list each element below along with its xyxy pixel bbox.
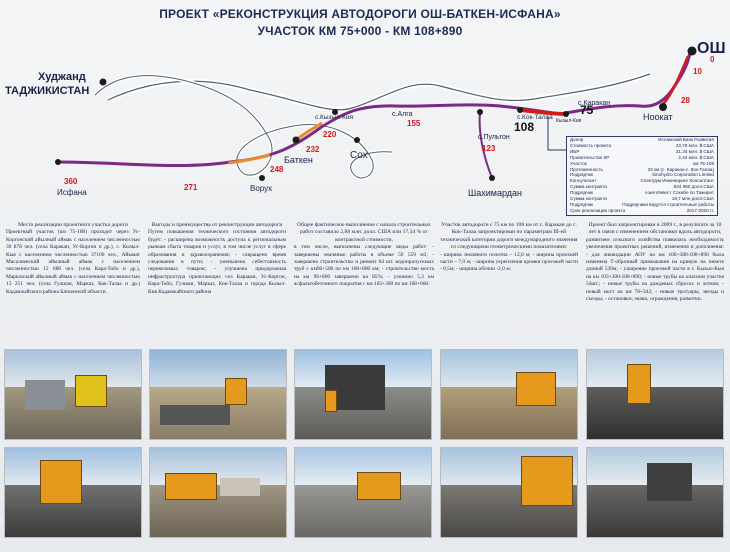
label-tajikistan: ТАДЖИКИСТАН (5, 85, 90, 97)
column-heading: Проект был запроектирован в 2009 г., в результате за 10 лет в связи с изменением обстановки вдоль автодороги, (588, 222, 722, 236)
km-marker: 232 (306, 145, 320, 154)
km-marker: 271 (184, 183, 198, 192)
km-marker: 0 (710, 55, 715, 64)
label-pulgon: с.Пульгон (478, 134, 510, 141)
dot-sokh (354, 137, 360, 143)
text-column-benefits (148, 222, 286, 342)
construction-photo (149, 447, 287, 538)
info-row: Консультант Спектрум Инжиниринг Консалтант (570, 178, 714, 184)
text-column-location (6, 222, 140, 342)
section-marker-75: 75 (580, 103, 594, 117)
construction-photo (440, 447, 578, 538)
label-shakhimardan: Шахимардан (468, 188, 522, 198)
project-info-box (566, 136, 718, 216)
text-column-parameters (440, 222, 578, 342)
title-line-1: ПРОЕКТ «РЕКОНСТРУКЦИЯ АВТОДОРОГИ ОШ-БАТКЕН-ИСФАНА» (159, 7, 561, 21)
column-text: Проектный участок (км 75-108) проходит через Ус-Коргонский айылный аймак с населением численностью 30 878 чел. (села Каракан, Ус-Коргон и др.), с. Кызыл-Кыя с населением численностью 37100 чел., Айымат Масалиевский айылный аймак с населением численностью 12 688 чел. (села Кара-Тобо и др.), Марказский айылный аймак с населением численностью 13 251 чел. (села Гулшан, Марказ, Кок-Талаа и др.) Кадамжайского района Баткенской области. (6, 229, 140, 295)
column-heading: Участок автодороги с 75 км по 108 км от с. Каракан до с. Кок-Талаа запроектирован по параметрам III-ей технической категории дороги международного значения со следующими геометрическими показателями: (440, 222, 578, 251)
info-row: Стоимость проекта 23,78 млн. $ США (570, 142, 714, 148)
label-khujand: Худжанд (38, 71, 86, 83)
label-karakan: с.Каракан (578, 100, 611, 107)
label-isfana: Исфана (57, 188, 87, 197)
km-marker: 10 (693, 67, 702, 76)
construction-photo (440, 349, 578, 440)
column-text: - ширина земляного полотна – 12,0 м; - ширина проезжей части – 7,0 м; - ширина укрепления кромки проезжей части - 0,5м; - ширина обочин -2,0 м; (440, 251, 578, 273)
info-row: Подрядчик Подрядчики ведутся строительные работы (570, 201, 714, 207)
label-nookat: Ноокат (643, 112, 673, 122)
info-row: Участок км 75-108 (570, 160, 714, 166)
dot-nookat (659, 103, 667, 111)
dot-karakan (563, 111, 569, 117)
km-marker: 28 (681, 96, 690, 105)
info-row: Протяженность 33 км (с. Каракан-с. Кок-Талаа) (570, 166, 714, 172)
info-row: Сумма контракта 634 960 долл.США (570, 184, 714, 190)
info-row: Срок реализации проекта 2017-2020 гг. (570, 207, 714, 213)
column-text: Путем повышения технического состояния автодороги будет: - расширена возможность доступа к региональным рынкам сбыта товаров и услуг, в том числе услуг в сфере образования и здравоохранения; - сокращено время следования в пути; - уменьшена себестоимость перевозимых товаров; - улучшена придорожная инфраструктура прилегающих сел Каракан, Ус-Коргон, Кара-Тобо, Гулшан, Марказ, Кок-Талаа и города Кызыл-Кия Кадамжайского района (148, 229, 286, 295)
border-line-2 (95, 76, 392, 178)
km-marker: 123 (482, 144, 496, 153)
construction-photo (586, 447, 724, 538)
dot-shakhimardan (489, 175, 495, 181)
info-row: Подрядчик Азия Инвест Сохибе по Тажирет (570, 190, 714, 196)
label-osh: ОШ (697, 40, 726, 57)
label-koktalaa: с.Кок-Талаа (517, 114, 553, 121)
dot-isfana (55, 159, 61, 165)
construction-photo (294, 447, 432, 538)
km-marker: 155 (407, 119, 421, 128)
construction-photo (4, 349, 142, 440)
construction-photo (149, 349, 287, 440)
text-column-progress (294, 222, 434, 342)
dot-koktalaa (517, 107, 523, 113)
info-row: Правительство КР 2,44 млн. $ США (570, 154, 714, 160)
info-row: ИБР 21,34 млн. $ США (570, 148, 714, 154)
dot-batken (293, 137, 300, 144)
dot-pulgon (477, 109, 483, 115)
column-text: в том числе, выполнены следующие виды работ: - завершены земляные работы в объеме 59 559 м3; - завершено строительство и ремонт 64 шт. водопропускных труб с км96+500 по км 108+890 км; - строительство моста на км 96+896 завершено на 85%; - уложено 5,3 км асфальтобетонного покрытия с км 103+300 по км 108+660. (294, 244, 434, 288)
dot-khujand (100, 79, 107, 86)
label-kyzylkyia-2: Кызыл-Кия (556, 118, 582, 124)
column-text: развитием сельского хозяйства появилась необходимость увеличения проектных решений, изменения и дополнения: - для ликвидации АОУ на км 108+380-108+890 была изменена Т-образный примыкания на кривую на пикете длиной 530м; - уширение проезжей части в г. Кызыл-Кыя на км 103+300-108+890; - новые трубы на опасном участке 54шт.; - новые трубы на дождевых сбросах и лотков; - новый мост на км 78+342; - новые тротуары, звезды и съезды; - остановки, знаки, ограждения, разметки. (586, 236, 724, 303)
section-marker-108: 108 (514, 120, 535, 134)
label-kyzylkiya: с.Кызыл-Кия (315, 114, 354, 121)
construction-photo (4, 447, 142, 538)
label-alga: с.Алга (392, 111, 413, 118)
km-marker: 220 (323, 130, 337, 139)
column-heading: Выгоды и преимущества от реконструкции автодороги (151, 222, 283, 228)
construction-photo (586, 349, 724, 440)
construction-photo (294, 349, 432, 440)
route-accent-1 (228, 155, 270, 163)
label-sokh: Сох (350, 150, 368, 161)
dot-vorukh (259, 175, 265, 181)
dot-osh (688, 47, 697, 56)
column-heading: Общее фактическое выполнение с начала строительных работ составило 2,88 млн. долл. США или 17,34 % от контрактной стоимости, (297, 222, 431, 243)
column-heading: Место реализации проектного участка дороги (18, 222, 128, 228)
info-row: Сумма контракта 18,7 млн долл.США (570, 196, 714, 202)
title-line-2: УЧАСТОК КМ 75+000 - КМ 108+890 (257, 24, 463, 38)
km-marker: 360 (64, 177, 78, 186)
border-line (108, 74, 650, 110)
border-line-2-shadow (95, 76, 392, 178)
label-vorukh: Ворух (250, 184, 273, 193)
info-row: Донор Исламский Банк Развития (570, 137, 714, 142)
label-batken: Баткен (284, 155, 313, 165)
info-row: Подрядчик Sinohydro Corporation Limited (570, 172, 714, 178)
text-column-changes (586, 222, 724, 342)
km-marker: 248 (270, 165, 284, 174)
